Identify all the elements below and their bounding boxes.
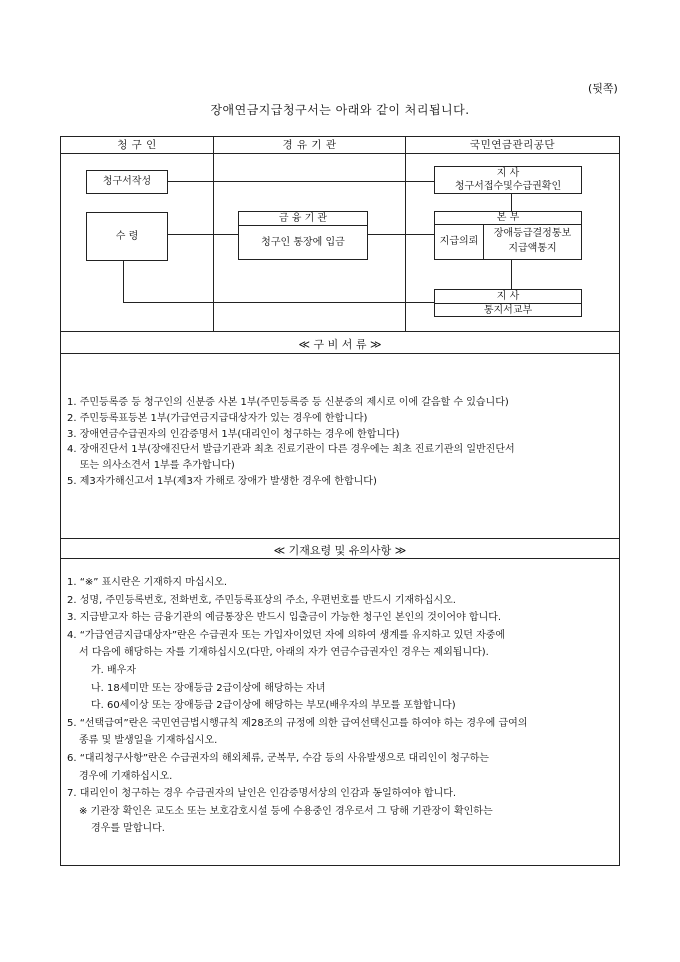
notes-title: ≪ 기재요령 및 유의사항 ≫ (273, 544, 407, 557)
branch-receipt-text: 청구서접수및수급권확인 (454, 181, 562, 192)
payment-amount-notice: 지급액통지 (508, 243, 557, 254)
note-item: 가. 배우자 (91, 664, 136, 676)
required-documents-title: ≪ 구 비 서 류 ≫ (298, 338, 382, 351)
flow-connector (123, 261, 124, 302)
required-document-item: 또는 의사소견서 1부를 추가합니다) (67, 460, 235, 472)
required-document-item: 1. 주민등록증 등 청구인의 신분증 사본 1부(주민등록증 등 신분증의 제시로 이에 갈음할 수 있습니다) (67, 397, 509, 408)
flow-connector (367, 234, 434, 235)
branch-receipt-box (434, 166, 582, 194)
note-item: 2. 성명, 주민등록번호, 전화번호, 주민등록표상의 주소, 우편번호를 반드시 기재하십시오. (67, 594, 456, 606)
header-divider (61, 153, 619, 154)
required-document-item: 3. 장애연금수급권자의 인감증명서 1부(대리인이 청구하는 경우에 한합니다) (67, 428, 400, 440)
flow-connector (167, 234, 238, 235)
note-item: 경우를 말합니다. (91, 823, 165, 835)
grade-decision-cell (484, 226, 581, 256)
section-divider (61, 558, 619, 559)
claim-writing-box (86, 170, 168, 194)
payment-request-cell: 지급의뢰 (435, 225, 484, 259)
flow-connector (511, 194, 512, 211)
flow-connector (123, 302, 434, 303)
note-item: 4. “가급연금지급대상자”란은 수급권자 또는 가입자이었던 자에 의하여 생계를 유지하고 있던 자중에 (67, 629, 506, 641)
note-item: 종류 및 발생일을 기재하십시오. (79, 735, 218, 747)
process-form (60, 136, 620, 866)
notes-list (67, 574, 527, 838)
note-item: ※ 기관장 확인은 교도소 또는 보호감호시설 등에 수용중인 경우로서 그 당해 기관장이 확인하는 (79, 805, 493, 817)
required-documents-list (67, 395, 515, 490)
claim-writing-label: 청구서작성 (102, 176, 152, 187)
column-header-nps: 국민연금관리공단 (469, 139, 556, 151)
document-title: 장애연금지급청구서는 아래와 같이 처리됩니다. (210, 103, 470, 117)
section-divider (61, 538, 619, 539)
headquarters-box (434, 211, 582, 260)
column-header-claimant: 청 구 인 (117, 139, 157, 151)
branch-notice-text: 통지서교부 (483, 305, 533, 316)
note-item: 나. 18세미만 또는 장애등급 2급이상에 해당하는 자녀 (91, 682, 326, 694)
required-document-item: 4. 장애진단서 1부(장애진단서 발급기관과 최초 진료기관이 다른 경우에는 최초 진료기관의 일반진단서 (67, 444, 515, 456)
page-side-label: (뒷쪽) (588, 82, 618, 95)
bank-title: 금 융 기 관 (239, 212, 367, 226)
column-header-via-institution: 경 유 기 관 (282, 139, 337, 151)
note-item: 3. 지급받고자 하는 금융기관의 예금통장은 반드시 입출금이 가능한 청구인 본인의 것이어야 합니다. (67, 612, 502, 624)
branch-notice-title: 지 사 (435, 290, 581, 304)
bank-deposit-text: 청구인 통장에 입금 (261, 237, 345, 248)
required-document-item: 2. 주민등록표등본 1부(가급연금지급대상자가 있는 경우에 한합니다) (67, 412, 368, 424)
note-item: 5. “선택급여”란은 국민연금법시행규칙 제28조의 규정에 의한 급여선택신고를 하여야 하는 경우에 급여의 (67, 717, 528, 729)
receive-label: 수 령 (115, 231, 139, 242)
required-document-item: 5. 제3자가해신고서 1부(제3자 가해로 장애가 발생한 경우에 한합니다) (67, 475, 377, 487)
note-item: 6. “대리청구사항”란은 수급권자의 해외체류, 군복무, 수감 등의 사유발생으로 대리인이 청구하는 (67, 752, 489, 764)
branch-receipt-title: 지 사 (496, 168, 520, 179)
headquarters-title: 본 부 (435, 212, 581, 225)
section-divider (61, 353, 619, 354)
note-item: 1. “※” 표시란은 기재하지 마십시오. (67, 577, 228, 588)
note-item: 서 다음에 해당하는 자를 기재하십시오(다만, 아래의 자가 연금수급권자인 경우는 제외됩니다). (79, 647, 489, 659)
flow-connector (511, 259, 512, 289)
receive-box (86, 212, 168, 261)
section-divider (61, 331, 619, 332)
flow-connector (167, 181, 434, 182)
note-item: 경우에 기재하십시오. (79, 770, 173, 782)
branch-notice-box (434, 289, 582, 317)
note-item: 7. 대리인이 청구하는 경우 수급권자의 날인은 인감증명서상의 인감과 동일하여야 합니다. (67, 788, 457, 800)
bank-box (238, 211, 368, 260)
note-item: 다. 60세이상 또는 장애등급 2급이상에 해당하는 부모(배우자의 부모를 포함합니다) (91, 700, 456, 712)
grade-decision-notice: 장애등급결정통보 (493, 228, 572, 239)
